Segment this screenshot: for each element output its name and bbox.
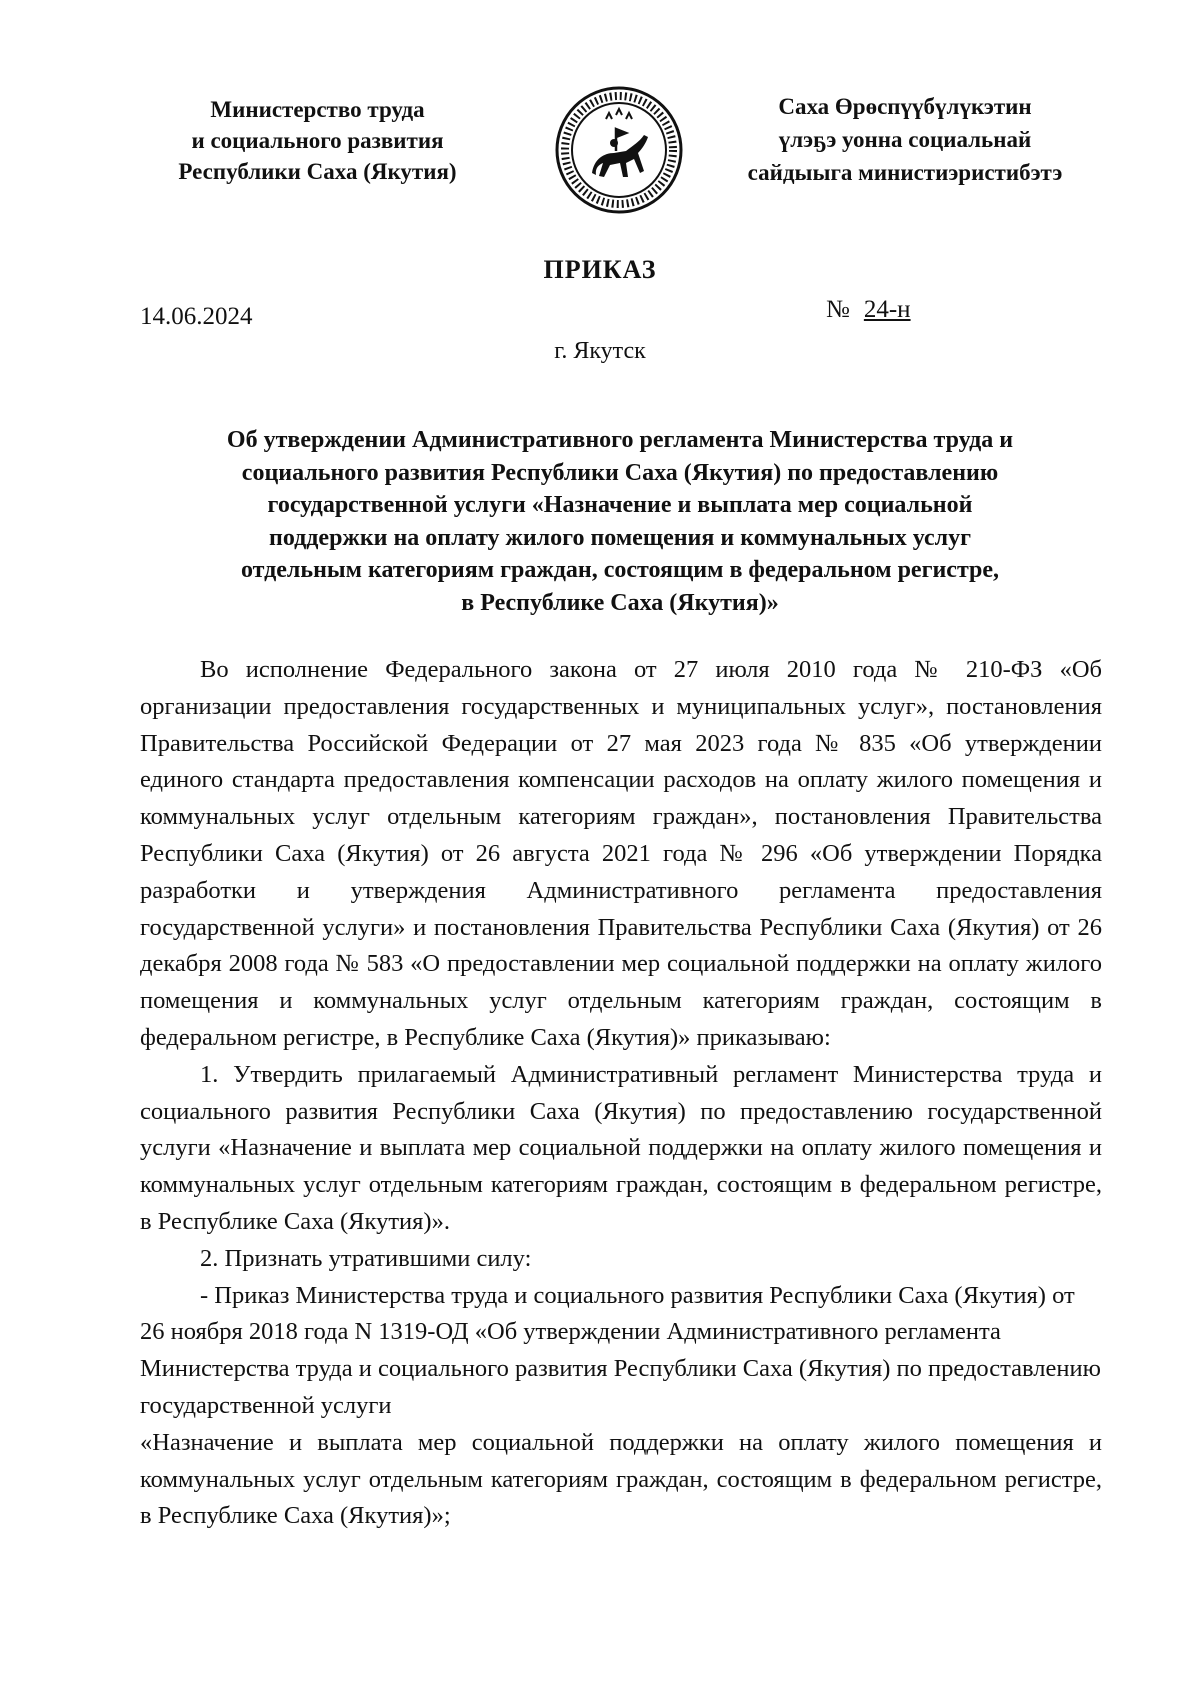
order-item-2-sub: - Приказ Министерства труда и социального развития Республики Саха (Якутия) от 26 ноября 2018 года N 1319-ОД «Об утверждении Административного регламента Министерства труда и социального развития Республики Саха (Якутия) по предоставлению государственной услуги [140,1281,1101,1419]
order-item-2: 2. Признать утратившими силу: [200,1244,532,1272]
number-value: 24-н [863,296,911,323]
ministry-line: сайдыыга министиэристибэтэ [747,160,1063,185]
number-sign: № [826,296,850,323]
document-number [826,296,911,324]
subject-line: поддержки на оплату жилого помещения и коммунальных услуг [269,524,971,551]
document-title: ПРИКАЗ [543,255,657,284]
ministry-line: Министерство труда [210,97,425,122]
subject-line: Об утверждении Административного регламента Министерства труда и [226,427,1014,453]
document-date: 14.06.2024 [140,303,253,330]
document-body [140,652,1102,1535]
republic-sakha-emblem-icon [554,85,684,215]
subject-line: в Республике Саха (Якутия)» [461,589,779,616]
ministry-line: и социального развития [191,128,444,153]
subject-line: государственной услуги «Назначение и выплата мер социальной [267,492,973,518]
document-city: г. Якутск [554,338,646,364]
subject-line: отдельным категориям граждан, состоящим в федеральном регистре, [240,557,1000,583]
order-item-1: 1. Утвердить прилагаемый Административный регламент Министерства труда и социального развития Республики Саха (Якутия) по предоставлению государственной услуги «Назначение и выплата мер социальной поддержки на оплату жилого помещения и коммунальных услуг отдельным категориям граждан, состоящим в федеральном регистре, в Республике Саха (Якутия)». [140,1060,1102,1235]
ministry-line: Республики Саха (Якутия) [178,159,457,184]
preamble-paragraph: Во исполнение Федерального закона от 27 июля 2010 года № 210-ФЗ «Об организации предоставления государственных и муниципальных услуг», постановления Правительства Российской Федерации от 27 мая 2023 года № 835 «Об утверждении единого стандарта предоставления компенсации расходов на оплату жилого помещения и коммунальных услуг отдельным категориям граждан», постановления Правительства Республики Саха (Якутия) от 26 августа 2021 года № 296 «Об утверждении Порядка разработки и утверждения Административного регламента предоставления государственной услуги» и постановления Правительства Республики Саха (Якутия) от 26 декабря 2008 года № 583 «О предоставлении мер социальной поддержки на оплату жилого помещения и коммунальных услуг отдельным категориям граждан, состоящим в федеральном регистре, в Республике Саха (Якутия)» приказываю: [140,656,1102,1051]
ministry-name-russian [150,94,485,187]
subject-line: социального развития Республики Саха (Якутия) по предоставлению [241,459,999,486]
ministry-line: Саха Өрөспүүбүлүкэтин [778,94,1032,119]
ministry-name-yakut [720,90,1090,189]
ministry-line: үлэҕэ уонна социальнай [778,127,1032,152]
document-subject [140,424,1100,619]
order-item-2-sub-cont: «Назначение и выплата мер социальной поддержки на оплату жилого помещения и коммунальных услуг отдельным категориям граждан, состоящим в федеральном регистре, в Республике Саха (Якутия)»; [140,1428,1102,1530]
